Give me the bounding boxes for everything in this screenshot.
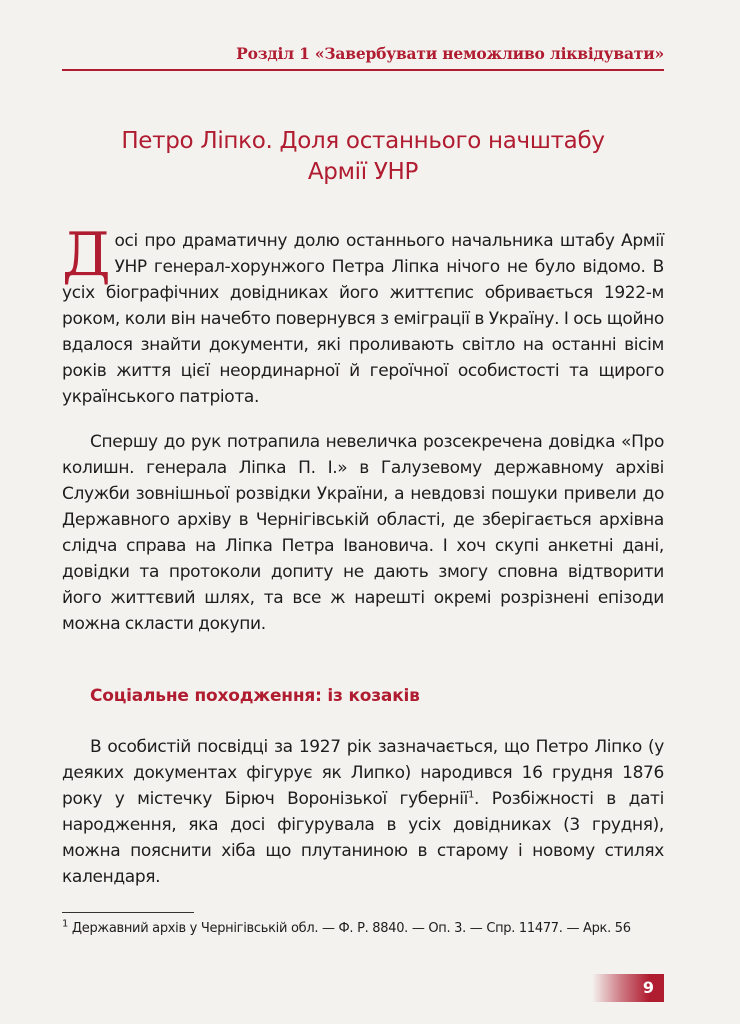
paragraph-1-text: осі про драматичну долю останнього начальника штабу Армії УНР генерал-хорунжого Петра Ліпка нічого не було відомо. В усіх біографічних довідниках його життєпис обривається 1922-м роком, коли він начебто повернувся з еміграції в Україну. І ось щойно вдалося знайти документи, які проливають світло на останні вісім років життя цієї неординарної й героїчної особистості та щирого українського патріота. xyxy=(62,231,664,407)
drop-cap: Д xyxy=(62,220,111,290)
paragraph-1 xyxy=(62,220,664,410)
header-rule xyxy=(62,69,664,71)
section-heading: Соціальне походження: із козаків xyxy=(90,686,420,706)
page-number-badge xyxy=(592,974,664,1002)
paragraph-3-text-a: В особистій посвідці за 1927 рік зазначається, що Петро Ліпко (у деяких документах фігурує як Липко) народився 16 грудня 1876 року у містечку Бірюч Воронізької губернії xyxy=(62,737,664,809)
paragraph-3 xyxy=(62,734,664,890)
footnote xyxy=(62,919,664,939)
paragraph-2: Спершу до рук потрапила невеличка розсекречена довідка «Про колишн. генерала Ліпка П. І.» в Галузевому державному архіві Служби зовнішньої розвідки України, а невдовзі пошуки привели до Державного архіву в Чернігівській області, де зберігається архівна слідча справа на Ліпка Петра Івановича. І хоч скупі анкетні дані, довідки та протоколи допиту не дають змогу сповна відтворити його життєвий шлях, та все ж нарешті окремі розрізнені епізоди можна скласти докупи. xyxy=(62,432,664,634)
article-title xyxy=(62,126,664,188)
paragraph-3-text-b: . Розбіжності в даті народження, яка досі фігурувала в усіх довідниках (3 грудня), можна пояснити хіба що плутаниною в старому і новому стилях календаря. xyxy=(62,789,664,887)
article-title-line-1: Петро Ліпко. Доля останнього начштабу xyxy=(121,128,605,154)
article-title-line-2: Армії УНР xyxy=(307,159,419,185)
footnote-marker: 1 xyxy=(62,918,69,930)
running-header: Розділ 1 «Завербувати неможливо ліквідувати» xyxy=(236,44,664,63)
footnote-reference: 1 xyxy=(467,789,474,801)
page-number: 9 xyxy=(642,978,654,997)
footnote-rule xyxy=(62,912,194,913)
footnote-text: Державний архів у Чернігівській обл. — Ф. Р. 8840. — Оп. 3. — Спр. 11477. — Арк. 56 xyxy=(68,921,631,936)
